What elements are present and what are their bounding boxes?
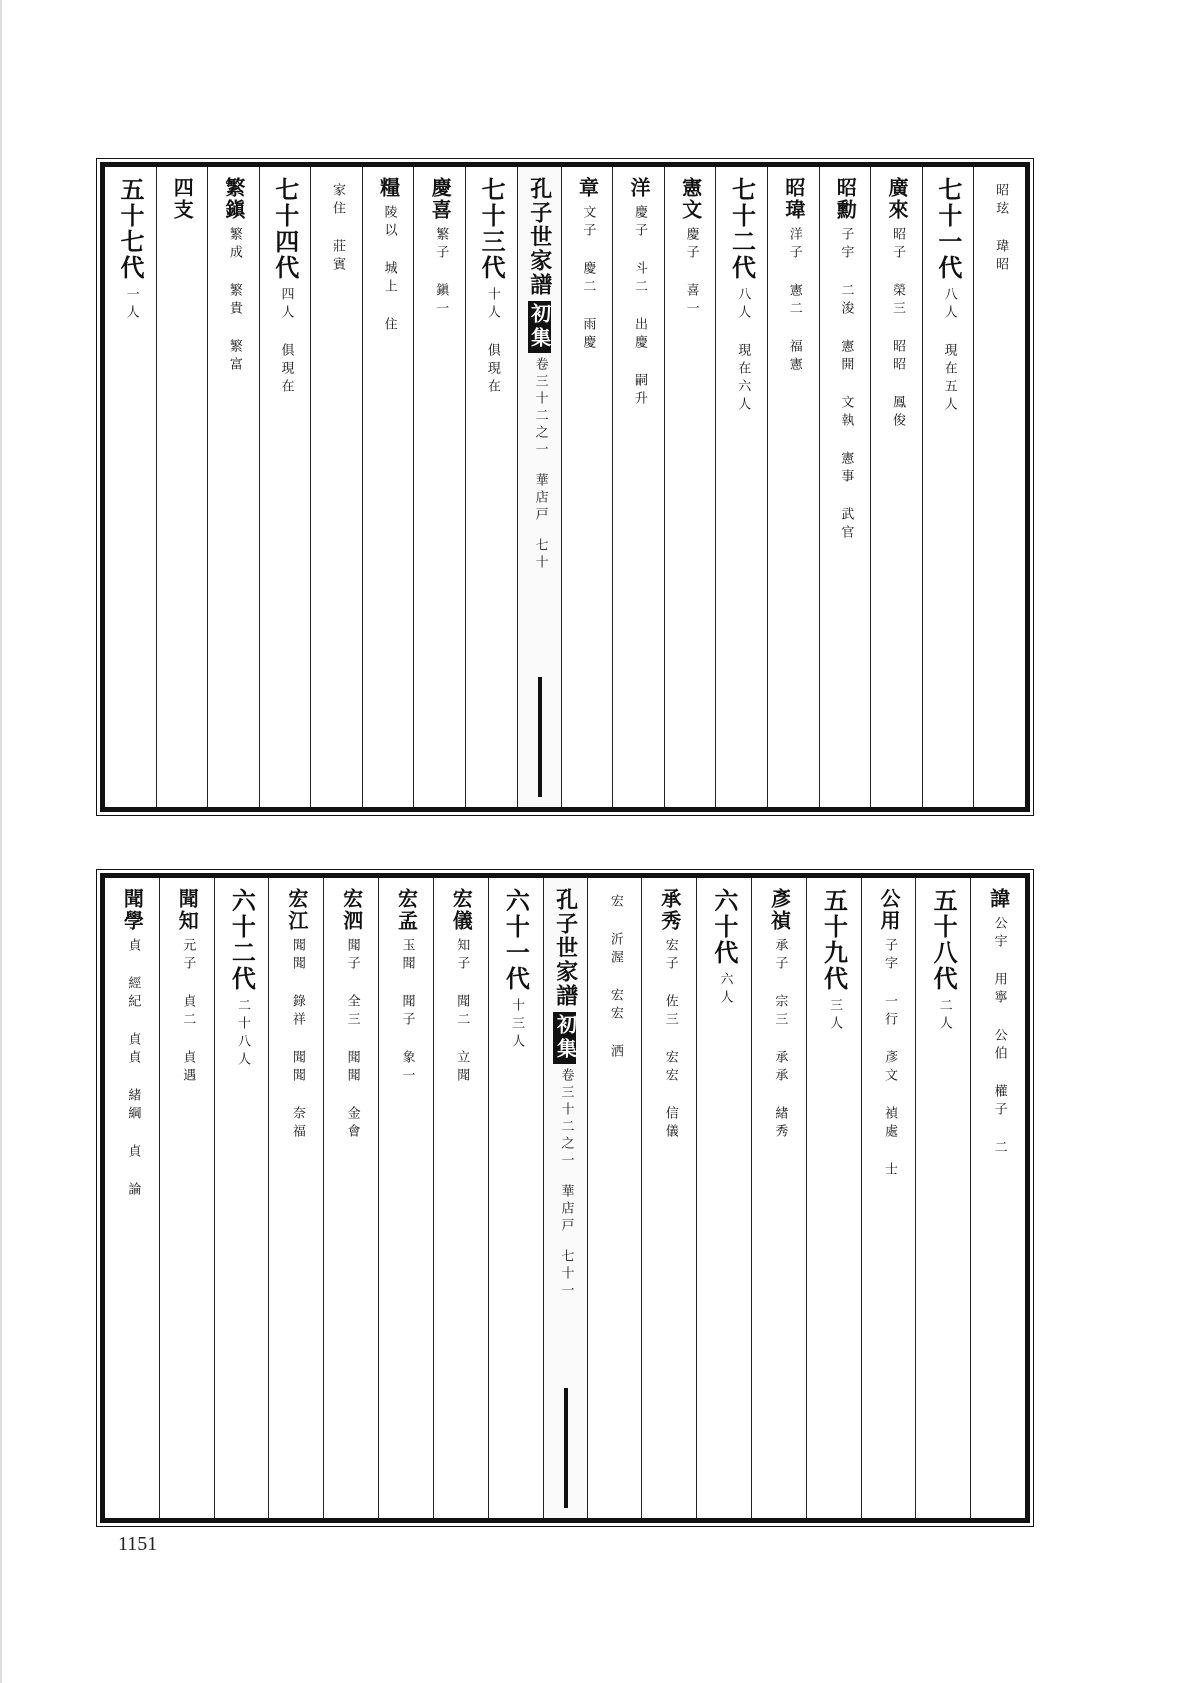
spine-rule [564,1388,568,1508]
generation-heading: 七十四代 [270,177,300,281]
genealogy-column [561,167,613,807]
person-name: 慶喜 [428,177,453,221]
genealogy-column [214,878,269,1518]
annotation: 昭玹 瑋昭 [993,183,1009,275]
annotation: 繁子 鎭一 [433,227,449,319]
annotation: 貞 經紀 貞貞 緒綱 貞 論 [125,938,141,1200]
person-name: 彥禎 [767,888,792,932]
person-name: 諱 [986,888,1011,910]
annotation: 元子 貞二 貞遇 [180,938,196,1086]
annotation: 十三人 [509,998,525,1052]
genealogy-panel-top [100,162,1030,812]
annotation: 八人 現在六人 [735,287,751,415]
columns-top [105,167,1025,807]
genealogy-column [259,167,311,807]
annotation: 洋子 憲二 福憲 [786,227,802,375]
book-spine-column [543,878,587,1518]
genealogy-column [870,167,922,807]
genealogy-column [433,878,488,1518]
annotation: 慶子 斗二 出慶 嗣升 [632,205,648,409]
person-name: 憲文 [678,177,703,221]
annotation: 四人 俱現在 [278,287,294,397]
person-name: 宏儀 [449,888,474,932]
genealogy-column [362,167,414,807]
generation-heading: 五十九代 [819,888,849,992]
folio-number: 七十一 [558,1249,574,1300]
genealogy-column [696,878,751,1518]
person-name: 昭勳 [833,177,858,221]
genealogy-column [488,878,543,1518]
person-name: 聞知 [175,888,200,932]
genealogy-column [587,878,642,1518]
person-name: 四支 [170,177,195,221]
genealogy-column [715,167,767,807]
genealogy-column [156,167,208,807]
genealogy-column [413,167,465,807]
genealogy-column [378,878,433,1518]
genealogy-column [159,878,214,1518]
annotation: 聞子 全三 聞聞 金會 [344,938,360,1142]
annotation: 宏子 佐三 宏宏 信儀 [662,938,678,1142]
person-name: 公用 [876,888,901,932]
book-collection: 初集 [527,303,552,351]
person-name: 繁鎭 [221,177,246,221]
book-spine-column [517,167,561,807]
annotation: 陵以 城上 住 [381,205,397,335]
person-name: 宏泗 [339,888,364,932]
person-name: 承秀 [657,888,682,932]
spine-rule [538,677,542,797]
generation-heading: 七十一代 [933,177,963,281]
book-title: 孔子世家譜 [552,888,579,1008]
volume-label: 卷三十二之一 [558,1068,574,1170]
genealogy-column [819,167,871,807]
columns-bottom [105,878,1025,1518]
generation-heading: 七十二代 [727,177,757,281]
genealogy-column [806,878,861,1518]
generation-heading: 七十三代 [477,177,507,281]
genealogy-panel-bottom [100,873,1030,1523]
genealogy-column [861,878,916,1518]
annotation: 宏 沂渥 宏宏 洒 [607,894,623,1062]
annotation: 二十八人 [235,998,250,1070]
genealogy-column [105,167,156,807]
volume-label: 卷三十二之一 [532,357,548,459]
page-edge-line [0,0,2,1683]
annotation: 八人 現在五人 [941,287,957,415]
genealogy-column [105,878,159,1518]
genealogy-column [970,878,1025,1518]
person-name: 宏孟 [394,888,419,932]
book-collection: 初集 [553,1014,578,1062]
folio-number: 七十 [532,538,548,572]
annotation: 家住 莊賓 [330,183,346,275]
annotation: 三人 [827,998,843,1034]
generation-heading: 六十一代 [501,888,531,992]
annotation: 玉聞 聞子 象一 [399,938,415,1086]
annotation: 慶子 喜一 [683,227,699,319]
annotation: 子宇 二浚 憲開 文執 憲事 武官 [838,227,854,543]
generation-heading: 五十七代 [116,177,145,281]
annotation: 繁成 繁貴 繁富 [226,227,242,375]
person-name: 宏江 [284,888,309,932]
genealogy-column [612,167,664,807]
annotation: 六人 [717,972,733,1008]
genealogy-column [465,167,517,807]
person-name: 昭瑋 [781,177,806,221]
page-number: 1151 [118,1533,158,1555]
person-name: 章 [575,177,600,199]
generation-heading: 六十二代 [227,888,257,992]
annotation: 公宇 用寧 公伯 權子 二 [991,916,1007,1158]
generation-heading: 五十八代 [929,888,959,992]
annotation: 子字 一行 彥文 禎處 士 [881,938,897,1180]
genealogy-column [641,878,696,1518]
annotation: 二人 [936,998,952,1034]
book-title: 孔子世家譜 [526,177,553,297]
genealogy-column [973,167,1025,807]
annotation: 知子 聞二 立聞 [454,938,470,1086]
person-name: 洋 [627,177,652,199]
annotation: 一人 [123,287,139,323]
annotation: 十人 俱現在 [484,287,500,397]
annotation: 聞聞 錄祥 聞聞 奈福 [289,938,305,1142]
genealogy-column [207,167,259,807]
genealogy-column [268,878,323,1518]
person-name: 糧 [376,177,401,199]
annotation: 承子 宗三 承承 緖秀 [772,938,788,1142]
branch-name: 華店戸 [558,1184,574,1235]
generation-heading: 六十代 [709,888,739,966]
genealogy-column [922,167,974,807]
genealogy-column [664,167,716,807]
genealogy-column [751,878,806,1518]
person-name: 聞學 [120,888,145,932]
person-name: 廣來 [885,177,910,221]
branch-name: 華店戸 [532,473,548,524]
annotation: 文子 慶二 雨慶 [580,205,596,353]
genealogy-column [767,167,819,807]
annotation: 昭子 榮三 昭昭 鳳俊 [889,227,905,431]
genealogy-column [915,878,970,1518]
genealogy-column [323,878,378,1518]
genealogy-column [310,167,362,807]
